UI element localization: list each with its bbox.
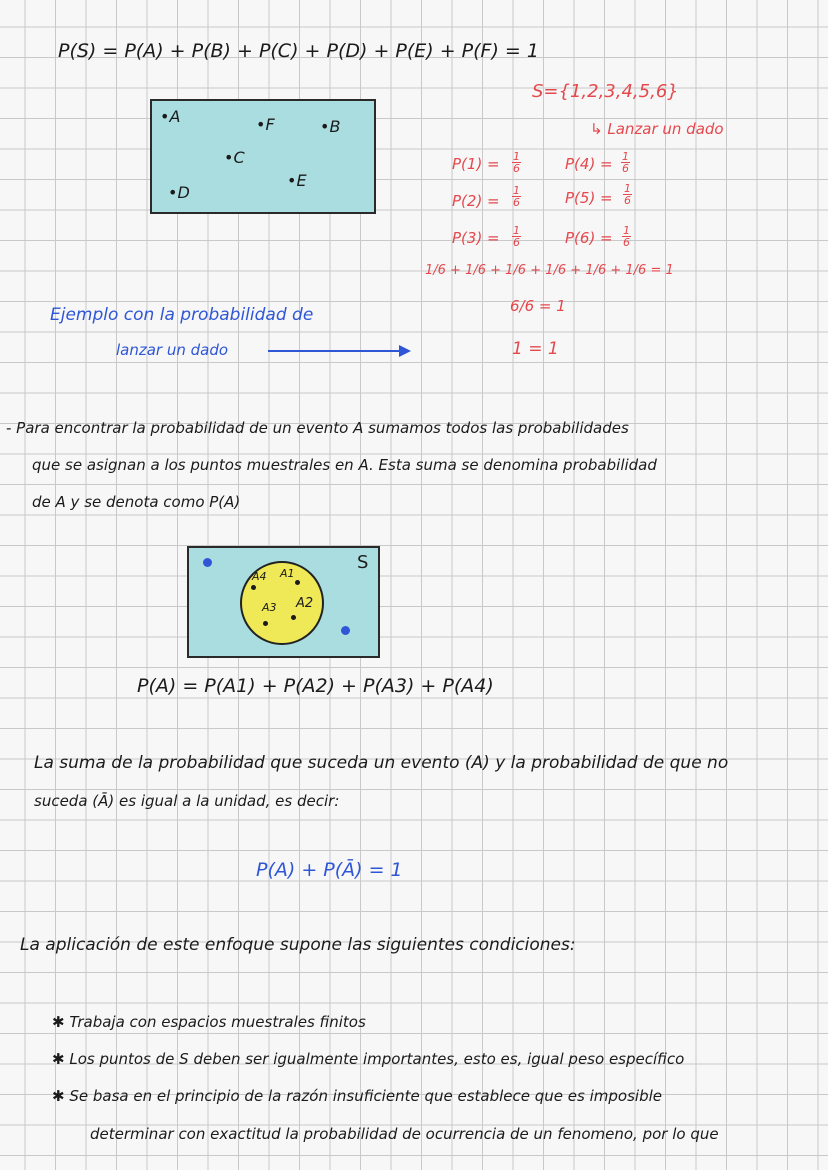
- arrow-right-icon: [399, 345, 411, 357]
- prob-5-fraction: $\frac{1}{6}$: [624, 182, 631, 207]
- condition-1: ✱ Trabaja con espacios muestrales finitos: [52, 1013, 366, 1031]
- a1-label: A1: [280, 567, 295, 580]
- point-a-label: •A: [160, 107, 181, 126]
- prob-4-fraction: $\frac{1}{6}$: [622, 150, 629, 175]
- condition-3-continued: determinar con exactitud la probabilidad de ocurrencia de un fenomeno, por lo que: [90, 1125, 719, 1143]
- arrow-line: [268, 350, 400, 352]
- prob-3-fraction: $\frac{1}{6}$: [513, 224, 520, 249]
- event-diagram: [187, 546, 380, 658]
- point-b-label: •B: [320, 117, 341, 136]
- prob-1-fraction: $\frac{1}{6}$: [513, 150, 520, 175]
- a3-label: A3: [262, 601, 277, 614]
- a2-label: A2: [296, 596, 314, 611]
- prob-2: P(2) =: [452, 192, 500, 210]
- prob-3: P(3) =: [452, 229, 500, 247]
- point-e-label: •E: [287, 171, 307, 190]
- top-formula: P(S) = P(A) + P(B) + P(C) + P(D) + P(E) + P(F) = 1: [58, 40, 539, 62]
- prob-1: P(1) =: [452, 155, 500, 173]
- paragraph1-line2: que se asignan a los puntos muestrales en A. Esta suma se denomina probabilidad: [32, 456, 657, 474]
- complement-formula: P(A) + P(Ā) = 1: [256, 859, 403, 881]
- paragraph1-line3: de A y se denota como P(A): [32, 493, 241, 511]
- prob-5: P(5) =: [565, 189, 613, 207]
- outer-point-right: [341, 626, 350, 635]
- outer-point-left: [203, 558, 212, 567]
- point-a1: [295, 580, 300, 585]
- prob-2-fraction: $\frac{1}{6}$: [513, 184, 520, 209]
- event-probability-formula: P(A) = P(A1) + P(A2) + P(A3) + P(A4): [137, 675, 494, 697]
- point-f-label: •F: [256, 115, 275, 134]
- example-note-line2: lanzar un dado: [116, 341, 229, 359]
- six-over-six: 6/6 = 1: [510, 297, 566, 315]
- paragraph2-line2: suceda (Ā) es igual a la unidad, es decir:: [34, 792, 340, 810]
- point-a2: [291, 615, 296, 620]
- paragraph2-line1: La suma de la probabilidad que suceda un evento (A) y la probabilidad de que no: [34, 753, 729, 773]
- event-a-circle: [240, 561, 324, 645]
- example-note-line1: Ejemplo con la probabilidad de: [50, 305, 314, 325]
- prob-6: P(6) =: [565, 229, 613, 247]
- point-c-label: •C: [224, 148, 245, 167]
- point-d-label: •D: [168, 183, 190, 202]
- one-equals-one: 1 = 1: [512, 339, 559, 359]
- fraction-sum: 1/6 + 1/6 + 1/6 + 1/6 + 1/6 + 1/6 = 1: [425, 263, 674, 278]
- a4-label: A4: [252, 570, 267, 583]
- paragraph3: La aplicación de este enfoque supone las siguientes condiciones:: [20, 935, 576, 955]
- dice-caption: ↳ Lanzar un dado: [590, 120, 724, 138]
- prob-4: P(4) =: [565, 155, 613, 173]
- sample-space-set: S={1,2,3,4,5,6}: [532, 81, 679, 102]
- s-label: S: [357, 552, 369, 573]
- point-a4: [251, 585, 256, 590]
- condition-3: ✱ Se basa en el principio de la razón insuficiente que establece que es imposible: [52, 1087, 662, 1105]
- sample-space-diagram: [150, 99, 376, 214]
- point-a3: [263, 621, 268, 626]
- paragraph1-line1: - Para encontrar la probabilidad de un evento A sumamos todos las probabilidades: [6, 419, 629, 437]
- prob-6-fraction: $\frac{1}{6}$: [623, 224, 630, 249]
- condition-2: ✱ Los puntos de S deben ser igualmente importantes, esto es, igual peso específico: [52, 1050, 685, 1068]
